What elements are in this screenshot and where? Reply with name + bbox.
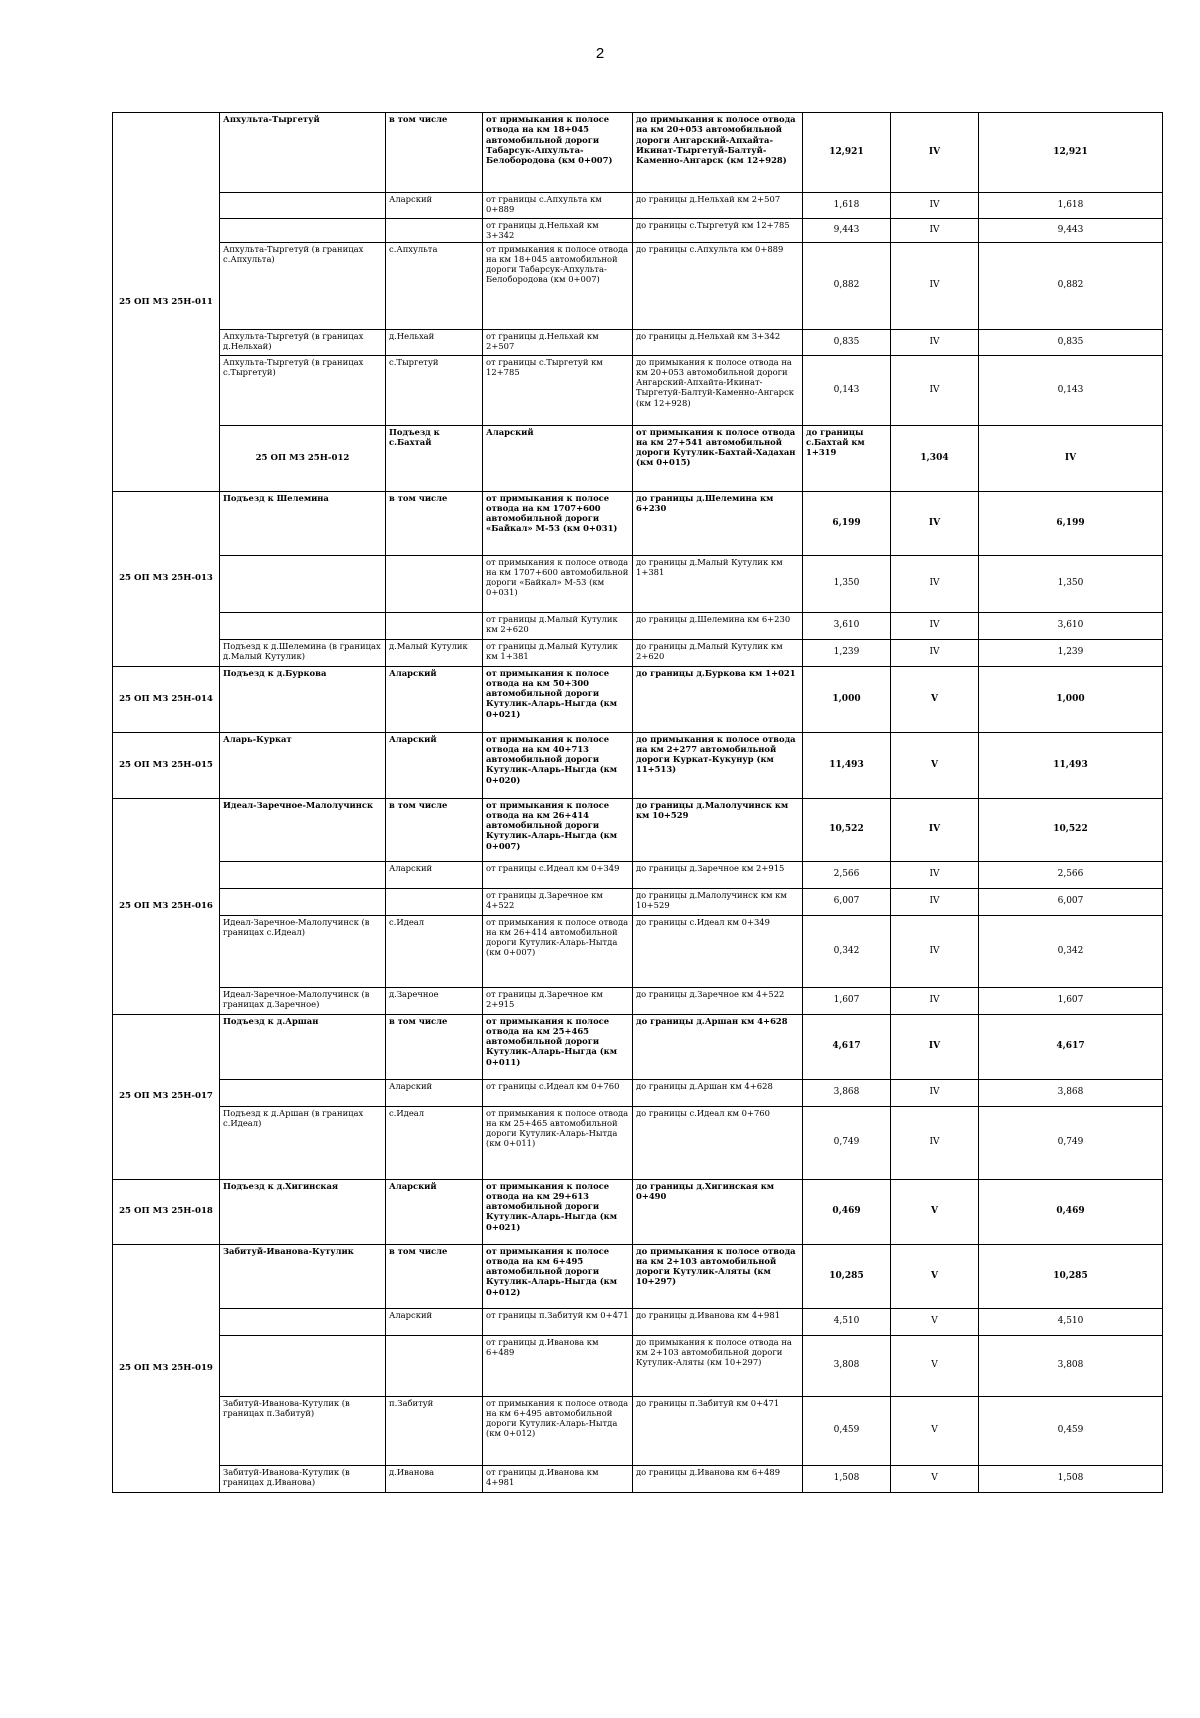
start-point-cell: от примыкания к полосе отвода на км 29+613 автомобильной дороги Кутулик-Аларь-Ныгда (км 0+021) xyxy=(483,1179,633,1244)
road-name-cell: Апхульта-Тыргетуй (в границах с.Апхульта) xyxy=(220,242,386,329)
district-cell: д.Малый Кутулик xyxy=(386,639,483,666)
district-cell: д.Заречное xyxy=(386,987,483,1014)
category-cell: IV xyxy=(891,1106,979,1179)
district-cell: с.Идеал xyxy=(386,1106,483,1179)
district-cell: в том числе xyxy=(386,113,483,193)
total-length-cell: 0,882 xyxy=(979,242,1163,329)
end-point-cell: до границы д.Аршан км 4+628 xyxy=(633,1014,803,1079)
start-point-cell: от примыкания к полосе отвода на км 1707+600 автомобильной дороги «Байкал» М-53 (км 0+031) xyxy=(483,555,633,612)
length-cell: 1,607 xyxy=(803,987,891,1014)
road-name-cell: Идеал-Заречное-Малолучинск (в границах с.Идеал) xyxy=(220,915,386,987)
district-cell: Аларский xyxy=(483,425,633,491)
road-name-cell xyxy=(220,861,386,888)
table-row xyxy=(113,1244,1163,1308)
table-row xyxy=(113,915,1163,987)
end-point-cell: до границы д.Хигинская км 0+490 xyxy=(633,1179,803,1244)
total-length-cell: 3,610 xyxy=(979,612,1163,639)
total-length-cell: 0,342 xyxy=(979,915,1163,987)
start-point-cell: от границы д.Нельхай км 3+342 xyxy=(483,219,633,243)
end-point-cell: до границы с.Тыргетуй км 12+785 xyxy=(633,219,803,243)
length-cell: 0,342 xyxy=(803,915,891,987)
category-cell: IV xyxy=(891,987,979,1014)
category-cell: V xyxy=(891,1465,979,1492)
table-row xyxy=(113,1014,1163,1079)
road-name-cell: Забитуй-Иванова-Кутулик (в границах д.Иванова) xyxy=(220,1465,386,1492)
table-row xyxy=(113,329,1163,355)
length-cell: 6,007 xyxy=(803,888,891,915)
end-point-cell: до границы д.Заречное км 2+915 xyxy=(633,861,803,888)
length-cell: 0,459 xyxy=(803,1396,891,1465)
table-body xyxy=(113,113,1163,1493)
end-point-cell: до примыкания к полосе отвода на км 2+277 автомобильной дороги Куркат-Кукунур (км 11+513) xyxy=(633,732,803,798)
start-point-cell: от примыкания к полосе отвода на км 6+495 автомобильной дороги Кутулик-Аларь-Нытда (км 0+012) xyxy=(483,1396,633,1465)
district-cell xyxy=(386,612,483,639)
district-cell xyxy=(386,219,483,243)
district-cell: в том числе xyxy=(386,798,483,861)
table-row xyxy=(113,666,1163,732)
total-length-cell: 11,493 xyxy=(979,732,1163,798)
table-row xyxy=(113,555,1163,612)
length-cell: 10,285 xyxy=(803,1244,891,1308)
road-name-cell: Подъезд к д.Хигинская xyxy=(220,1179,386,1244)
road-name-cell: Забитуй-Иванова-Кутулик (в границах п.Забитуй) xyxy=(220,1396,386,1465)
total-length-cell: 4,617 xyxy=(979,1014,1163,1079)
length-cell: 0,749 xyxy=(803,1106,891,1179)
road-name-cell xyxy=(220,1308,386,1335)
start-point-cell: от границы с.Апхульта км 0+889 xyxy=(483,193,633,219)
start-point-cell: от примыкания к полосе отвода на км 18+045 автомобильной дороги Табарсук-Апхульта-Белобородова (км 0+007) xyxy=(483,242,633,329)
end-point-cell: до границы с.Идеал км 0+349 xyxy=(633,915,803,987)
road-code-cell: 25 ОП МЗ 25Н-017 xyxy=(113,1014,220,1179)
start-point-cell: от примыкания к полосе отвода на км 6+495 автомобильной дороги Кутулик-Аларь-Ныгда (км 0+012) xyxy=(483,1244,633,1308)
category-cell: V xyxy=(891,1179,979,1244)
table-row xyxy=(113,1308,1163,1335)
start-point-cell: от границы с.Тыргетуй км 12+785 xyxy=(483,355,633,425)
length-cell: 0,143 xyxy=(803,355,891,425)
category-cell: V xyxy=(891,1308,979,1335)
road-code-cell: 25 ОП МЗ 25Н-012 xyxy=(220,425,386,491)
road-name-cell: Аларь-Куркат xyxy=(220,732,386,798)
district-cell xyxy=(386,888,483,915)
road-name-cell: Подъезд к д.Аршан (в границах с.Идеал) xyxy=(220,1106,386,1179)
category-cell: IV xyxy=(891,915,979,987)
total-length-cell: 6,199 xyxy=(979,491,1163,555)
road-name-cell xyxy=(220,193,386,219)
length-cell: 0,882 xyxy=(803,242,891,329)
road-code-cell: 25 ОП МЗ 25Н-014 xyxy=(113,666,220,732)
end-point-cell: до примыкания к полосе отвода на км 2+103 автомобильной дороги Кутулик-Аляты (км 10+297) xyxy=(633,1335,803,1396)
category-cell: V xyxy=(891,732,979,798)
district-cell xyxy=(386,555,483,612)
total-length-cell: 3,808 xyxy=(979,1335,1163,1396)
category-cell: IV xyxy=(891,861,979,888)
length-cell: 2,566 xyxy=(803,861,891,888)
road-name-cell xyxy=(220,1079,386,1106)
end-point-cell: до границы д.Аршан км 4+628 xyxy=(633,1079,803,1106)
total-length-cell: 0,143 xyxy=(979,355,1163,425)
end-point-cell: до границы с.Апхульта км 0+889 xyxy=(633,242,803,329)
road-name-cell: Идеал-Заречное-Малолучинск (в границах д.Заречное) xyxy=(220,987,386,1014)
table-row xyxy=(113,987,1163,1014)
category-cell: IV xyxy=(891,1014,979,1079)
district-cell: д.Нельхай xyxy=(386,329,483,355)
end-point-cell: до примыкания к полосе отвода на км 20+053 автомобильной дороги Ангарский-Апхайта-Икинат-Тыргетуй-Балтуй-Каменно-Ангарск (км 12+928) xyxy=(633,113,803,193)
category-cell: IV xyxy=(891,888,979,915)
total-length-cell: 0,835 xyxy=(979,329,1163,355)
total-length-cell: 2,566 xyxy=(979,861,1163,888)
district-cell: Аларский xyxy=(386,732,483,798)
end-point-cell: до границы д.Нельхай км 3+342 xyxy=(633,329,803,355)
end-point-cell: до границы д.Малый Кутулик км 2+620 xyxy=(633,639,803,666)
district-cell: п.Забитуй xyxy=(386,1396,483,1465)
total-length-cell: 0,749 xyxy=(979,1106,1163,1179)
category-cell: IV xyxy=(891,555,979,612)
length-cell: 10,522 xyxy=(803,798,891,861)
roads-table xyxy=(112,112,1163,1493)
road-name-cell: Подъезд к д.Буркова xyxy=(220,666,386,732)
road-code-cell: 25 ОП МЗ 25Н-013 xyxy=(113,491,220,666)
total-length-cell: 12,921 xyxy=(979,113,1163,193)
total-length-cell: 9,443 xyxy=(979,219,1163,243)
length-cell: 4,617 xyxy=(803,1014,891,1079)
start-point-cell: от границы с.Идеал км 0+760 xyxy=(483,1079,633,1106)
category-cell: IV xyxy=(891,612,979,639)
category-cell: V xyxy=(891,666,979,732)
length-cell: 1,000 xyxy=(803,666,891,732)
district-cell: с.Идеал xyxy=(386,915,483,987)
table-row xyxy=(113,1396,1163,1465)
end-point-cell: до границы д.Иванова км 6+489 xyxy=(633,1465,803,1492)
table-row xyxy=(113,732,1163,798)
end-point-cell: до границы д.Шелемина км 6+230 xyxy=(633,612,803,639)
table-row xyxy=(113,242,1163,329)
road-name-cell: Апхульта-Тыргетуй (в границах д.Нельхай) xyxy=(220,329,386,355)
start-point-cell: от границы д.Заречное км 4+522 xyxy=(483,888,633,915)
start-point-cell: от примыкания к полосе отвода на км 26+414 автомобильной дороги Кутулик-Аларь-Ныгда (км 0+007) xyxy=(483,798,633,861)
category-cell: IV xyxy=(891,113,979,193)
end-point-cell: до границы д.Буркова км 1+021 xyxy=(633,666,803,732)
total-length-cell: 3,868 xyxy=(979,1079,1163,1106)
category-cell: V xyxy=(891,1396,979,1465)
road-code-cell: 25 ОП МЗ 25Н-019 xyxy=(113,1244,220,1492)
start-point-cell: от примыкания к полосе отвода на км 25+465 автомобильной дороги Кутулик-Аларь-Нытда (км 0+011) xyxy=(483,1106,633,1179)
end-point-cell: до границы п.Забитуй км 0+471 xyxy=(633,1396,803,1465)
category-cell: IV xyxy=(891,1079,979,1106)
start-point-cell: от границы д.Иванова км 4+981 xyxy=(483,1465,633,1492)
start-point-cell: от границы д.Иванова км 6+489 xyxy=(483,1335,633,1396)
length-cell: 1,618 xyxy=(803,193,891,219)
category-cell: IV xyxy=(891,193,979,219)
district-cell: Аларский xyxy=(386,193,483,219)
road-name-cell xyxy=(220,1335,386,1396)
road-name-cell: Идеал-Заречное-Малолучинск xyxy=(220,798,386,861)
category-cell: IV xyxy=(891,242,979,329)
district-cell: в том числе xyxy=(386,1014,483,1079)
category-cell: IV xyxy=(891,355,979,425)
end-point-cell: до границы д.Малый Кутулик км 1+381 xyxy=(633,555,803,612)
table-row xyxy=(113,1179,1163,1244)
length-cell: 4,510 xyxy=(803,1308,891,1335)
road-name-cell: Подъезд к с.Бахтай xyxy=(386,425,483,491)
start-point-cell: от примыкания к полосе отвода на км 27+541 автомобильной дороги Кутулик-Бахтай-Хадахан (км 0+015) xyxy=(633,425,803,491)
end-point-cell: до границы д.Иванова км 4+981 xyxy=(633,1308,803,1335)
road-code-cell: 25 ОП МЗ 25Н-011 xyxy=(113,113,220,492)
road-name-cell xyxy=(220,555,386,612)
table-row xyxy=(113,1465,1163,1492)
district-cell: д.Иванова xyxy=(386,1465,483,1492)
table-row xyxy=(113,219,1163,243)
district-cell: с.Апхульта xyxy=(386,242,483,329)
start-point-cell: от границы д.Заречное км 2+915 xyxy=(483,987,633,1014)
district-cell: Аларский xyxy=(386,1308,483,1335)
table-row xyxy=(113,193,1163,219)
length-cell: 0,469 xyxy=(803,1179,891,1244)
length-cell: 1,304 xyxy=(891,425,979,491)
total-length-cell: 10,285 xyxy=(979,1244,1163,1308)
length-cell: 1,508 xyxy=(803,1465,891,1492)
start-point-cell: от границы д.Малый Кутулик км 2+620 xyxy=(483,612,633,639)
district-cell: Аларский xyxy=(386,1079,483,1106)
page-number: 2 xyxy=(595,45,605,62)
length-cell: 3,868 xyxy=(803,1079,891,1106)
category-cell: IV xyxy=(891,639,979,666)
start-point-cell: от примыкания к полосе отвода на км 1707+600 автомобильной дороги «Байкал» М-53 (км 0+031) xyxy=(483,491,633,555)
road-name-cell: Забитуй-Иванова-Кутулик xyxy=(220,1244,386,1308)
length-cell: 1,350 xyxy=(803,555,891,612)
road-name-cell: Подъезд к Шелемина xyxy=(220,491,386,555)
end-point-cell: до примыкания к полосе отвода на км 2+103 автомобильной дороги Кутулик-Аляты (км 10+297) xyxy=(633,1244,803,1308)
table-row xyxy=(113,888,1163,915)
table-row xyxy=(113,1335,1163,1396)
start-point-cell: от примыкания к полосе отвода на км 26+414 автомобильной дороги Кутулик-Аларь-Нытда (км 0+007) xyxy=(483,915,633,987)
category-cell: IV xyxy=(891,491,979,555)
start-point-cell: от примыкания к полосе отвода на км 18+045 автомобильной дороги Табарсук-Апхульта-Белобородова (км 0+007) xyxy=(483,113,633,193)
road-name-cell: Апхульта-Тыргетуй (в границах с.Тыргетуй) xyxy=(220,355,386,425)
total-length-cell: 6,007 xyxy=(979,888,1163,915)
road-code-cell: 25 ОП МЗ 25Н-016 xyxy=(113,798,220,1014)
district-cell xyxy=(386,1335,483,1396)
table-row xyxy=(113,491,1163,555)
road-name-cell xyxy=(220,219,386,243)
start-point-cell: от границы с.Идеал км 0+349 xyxy=(483,861,633,888)
category-cell: IV xyxy=(891,219,979,243)
district-cell: в том числе xyxy=(386,491,483,555)
category-cell: IV xyxy=(891,329,979,355)
total-length-cell: 1,607 xyxy=(979,987,1163,1014)
table-row xyxy=(113,612,1163,639)
end-point-cell: до границы с.Бахтай км 1+319 xyxy=(803,425,891,491)
total-length-cell: 1,618 xyxy=(979,193,1163,219)
table-row xyxy=(113,113,1163,193)
end-point-cell: до границы д.Шелемина км 6+230 xyxy=(633,491,803,555)
total-length-cell: 10,522 xyxy=(979,798,1163,861)
start-point-cell: от примыкания к полосе отвода на км 40+713 автомобильной дороги Кутулик-Аларь-Ныгда (км 0+020) xyxy=(483,732,633,798)
road-name-cell: Апхульта-Тыргетуй xyxy=(220,113,386,193)
road-code-cell: 25 ОП МЗ 25Н-018 xyxy=(113,1179,220,1244)
start-point-cell: от примыкания к полосе отвода на км 25+465 автомобильной дороги Кутулик-Аларь-Ныгда (км 0+011) xyxy=(483,1014,633,1079)
length-cell: 3,808 xyxy=(803,1335,891,1396)
table-row xyxy=(113,1079,1163,1106)
road-code-cell: 25 ОП МЗ 25Н-015 xyxy=(113,732,220,798)
total-length-cell: 4,510 xyxy=(979,1308,1163,1335)
category-cell: V xyxy=(891,1244,979,1308)
end-point-cell: до границы д.Малолучинск км км 10+529 xyxy=(633,798,803,861)
start-point-cell: от границы п.Забитуй км 0+471 xyxy=(483,1308,633,1335)
road-name-cell xyxy=(220,888,386,915)
table-row xyxy=(113,425,1163,491)
length-cell: 11,493 xyxy=(803,732,891,798)
total-length-cell: 0,469 xyxy=(979,1179,1163,1244)
end-point-cell: до примыкания к полосе отвода на км 20+053 автомобильной дороги Ангарский-Апхайта-Икинат-Тыргетуй-Балтуй-Каменно-Ангарск (км 12+928) xyxy=(633,355,803,425)
start-point-cell: от границы д.Нельхай км 2+507 xyxy=(483,329,633,355)
total-length-cell: 1,350 xyxy=(979,555,1163,612)
road-name-cell: Подъезд к д.Аршан xyxy=(220,1014,386,1079)
road-name-cell: Подъезд к д.Шелемина (в границах д.Малый Кутулик) xyxy=(220,639,386,666)
start-point-cell: от границы д.Малый Кутулик км 1+381 xyxy=(483,639,633,666)
table-row xyxy=(113,639,1163,666)
end-point-cell: до границы д.Заречное км 4+522 xyxy=(633,987,803,1014)
total-length-cell: 1,508 xyxy=(979,1465,1163,1492)
district-cell: Аларский xyxy=(386,666,483,732)
length-cell: 9,443 xyxy=(803,219,891,243)
category-cell: IV xyxy=(979,425,1163,491)
table-row xyxy=(113,355,1163,425)
end-point-cell: до границы д.Малолучинск км км 10+529 xyxy=(633,888,803,915)
length-cell: 0,835 xyxy=(803,329,891,355)
start-point-cell: от примыкания к полосе отвода на км 50+300 автомобильной дороги Кутулик-Аларь-Ныгда (км 0+021) xyxy=(483,666,633,732)
end-point-cell: до границы д.Нельхай км 2+507 xyxy=(633,193,803,219)
district-cell: Аларский xyxy=(386,861,483,888)
length-cell: 3,610 xyxy=(803,612,891,639)
district-cell: с.Тыргетуй xyxy=(386,355,483,425)
category-cell: IV xyxy=(891,798,979,861)
length-cell: 6,199 xyxy=(803,491,891,555)
end-point-cell: до границы с.Идеал км 0+760 xyxy=(633,1106,803,1179)
table-row xyxy=(113,861,1163,888)
length-cell: 12,921 xyxy=(803,113,891,193)
total-length-cell: 0,459 xyxy=(979,1396,1163,1465)
category-cell: V xyxy=(891,1335,979,1396)
district-cell: Аларский xyxy=(386,1179,483,1244)
length-cell: 1,239 xyxy=(803,639,891,666)
road-name-cell xyxy=(220,612,386,639)
table-row xyxy=(113,1106,1163,1179)
district-cell: в том числе xyxy=(386,1244,483,1308)
total-length-cell: 1,239 xyxy=(979,639,1163,666)
table-row xyxy=(113,798,1163,861)
total-length-cell: 1,000 xyxy=(979,666,1163,732)
